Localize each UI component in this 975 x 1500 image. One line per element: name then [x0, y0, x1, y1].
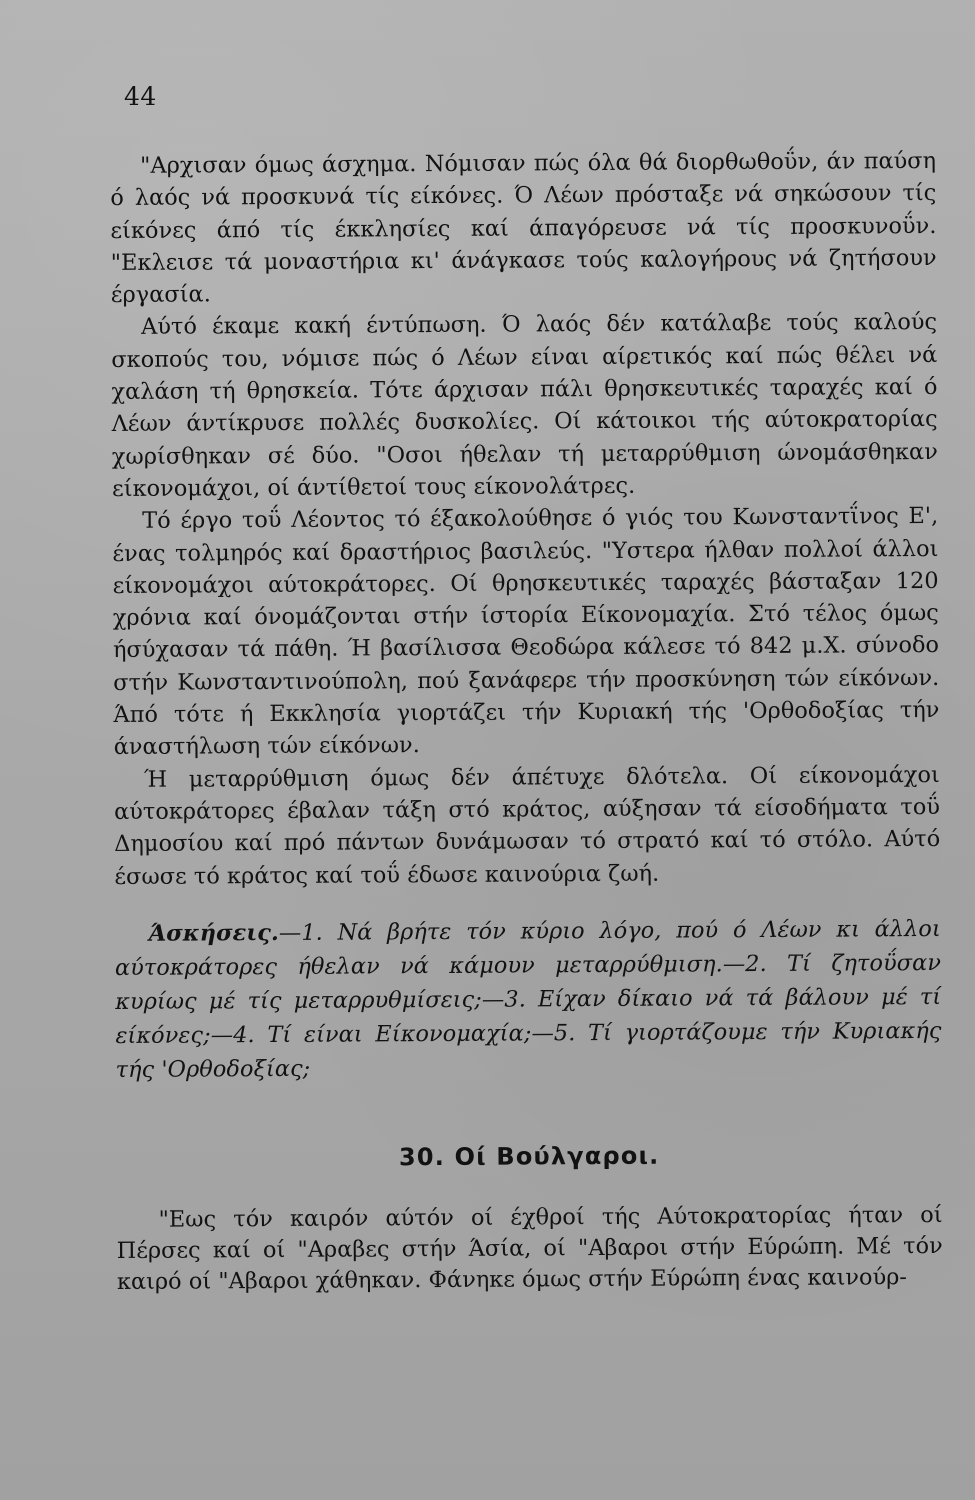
body-paragraph-1: "Αρχισαν όμως άσχημα. Νόμισαν πώς όλα θά διορθωθοΰν, άν παύση ό λαός νά προσκυνά τίς είκόνες. Ό Λέων πρόσταξε νά σηκώσουν τίς είκόνες άπό τίς έκκλησίες καί άπαγόρευσε νά τίς προσκυνοΰν. "Εκλεισε τά μοναστήρια κι' άνάγκασε τούς καλογήρους νά ζητήσουν έργασία. — [110, 147, 937, 309]
chapter-paragraph-1: "Εως τόν καιρόν αύτόν οί έχθροί τής Αύτοκρατορίας ήταν οί Πέρσες καί οί "Αραβες στήν Άσία, οί "Αβαροι στήν Εύρώπη. Μέ τόν καιρό οί "Αβαροι χάθηκαν. Φάνηκε όμως στήν Εύρώπη ένας καινούρ- — [116, 1201, 943, 1295]
body-paragraph-4: Ή μεταρρύθμιση όμως δέν άπέτυχε δλότελα. Οί είκονομάχοι αύτοκράτορες έβαλαν τάξη στό κράτος, αύξησαν τά είσοδήματα τοΰ Δημοσίου καί πρό πάντων δυνάμωσαν τό στρατό καί τό στόλο. Αύτό έσωσε τό κράτος καί τοΰ έδωσε καινούρια ζωή. — [113, 761, 941, 890]
page-number: 44 — [124, 82, 157, 111]
page-content — [110, 145, 943, 1298]
body-paragraph-3: Τό έργο τοΰ Λέοντος τό έξακολούθησε ό γιός του Κωνσταντΐνος Ε', ένας τολμηρός καί δραστήριος βασιλεύς. "Υστερα ήλθαν πολλοί άλλοι είκονομάχοι αύτοκράτορες. Οί θρησκευτικές ταραχές βάσταξαν 120 χρόνια καί όνομάζονται στήν ίστορία Είκονομαχία. Στό τέλος όμως ήσύχασαν τά πάθη. Ή βασίλισσα Θεοδώρα κάλεσε τό 842 μ.Χ. σύνοδο στήν Κωνσταντινούπολη, πού ξανάφερε τήν προσκύνηση τών είκόνων. Άπό τότε ή Εκκλησία γιορτάζει τήν Κυριακή τής 'Ορθοδοξίας τήν άναστήλωση τών είκόνων. — [112, 503, 940, 761]
exercises-paragraph — [115, 912, 942, 1087]
body-paragraph-2: Αύτό έκαμε κακή έντύπωση. Ό λαός δέν κατάλαβε τούς καλούς σκοπούς του, νόμισε πώς ό Λέων είναι αίρετικός καί πώς θέλει νά χαλάση τή θρησκεία. Τότε άρχισαν πάλι θρησκευτικές ταραχές καί ό Λέων άντίκρυσε πολλές δυσκολίες. Οί κάτοικοι τής αύτοκρατορίας χωρίσθηκαν σέ δύο. "Οσοι ήθελαν τή μεταρρύθμιση ώνομάσθηκαν είκονομάχοι, οί άντίθετοί τους είκονολάτρες. — [111, 309, 938, 502]
exercises-label: Άσκήσεις. — [148, 919, 279, 947]
chapter-title: 30. Οί Βούλγαροι. — [398, 1141, 660, 1172]
exercises-text: —1. Νά βρήτε τόν κύριο λόγο, πού ό Λέων κι άλλοι αύτοκράτορες ήθελαν νά κάμουν μεταρρύθμιση.—2. Τί ζητοΰσαν κυρίως μέ τίς μεταρρυθμίσεις;—3. Είχαν δίκαιο νά τά βάλουν μέ τί είκόνες;—4. Τί είναι Είκονομαχία;—5. Τί γιορτάζουμε τήν Κυριακής τής 'Ορθοδοξίας; — [114, 915, 942, 1083]
